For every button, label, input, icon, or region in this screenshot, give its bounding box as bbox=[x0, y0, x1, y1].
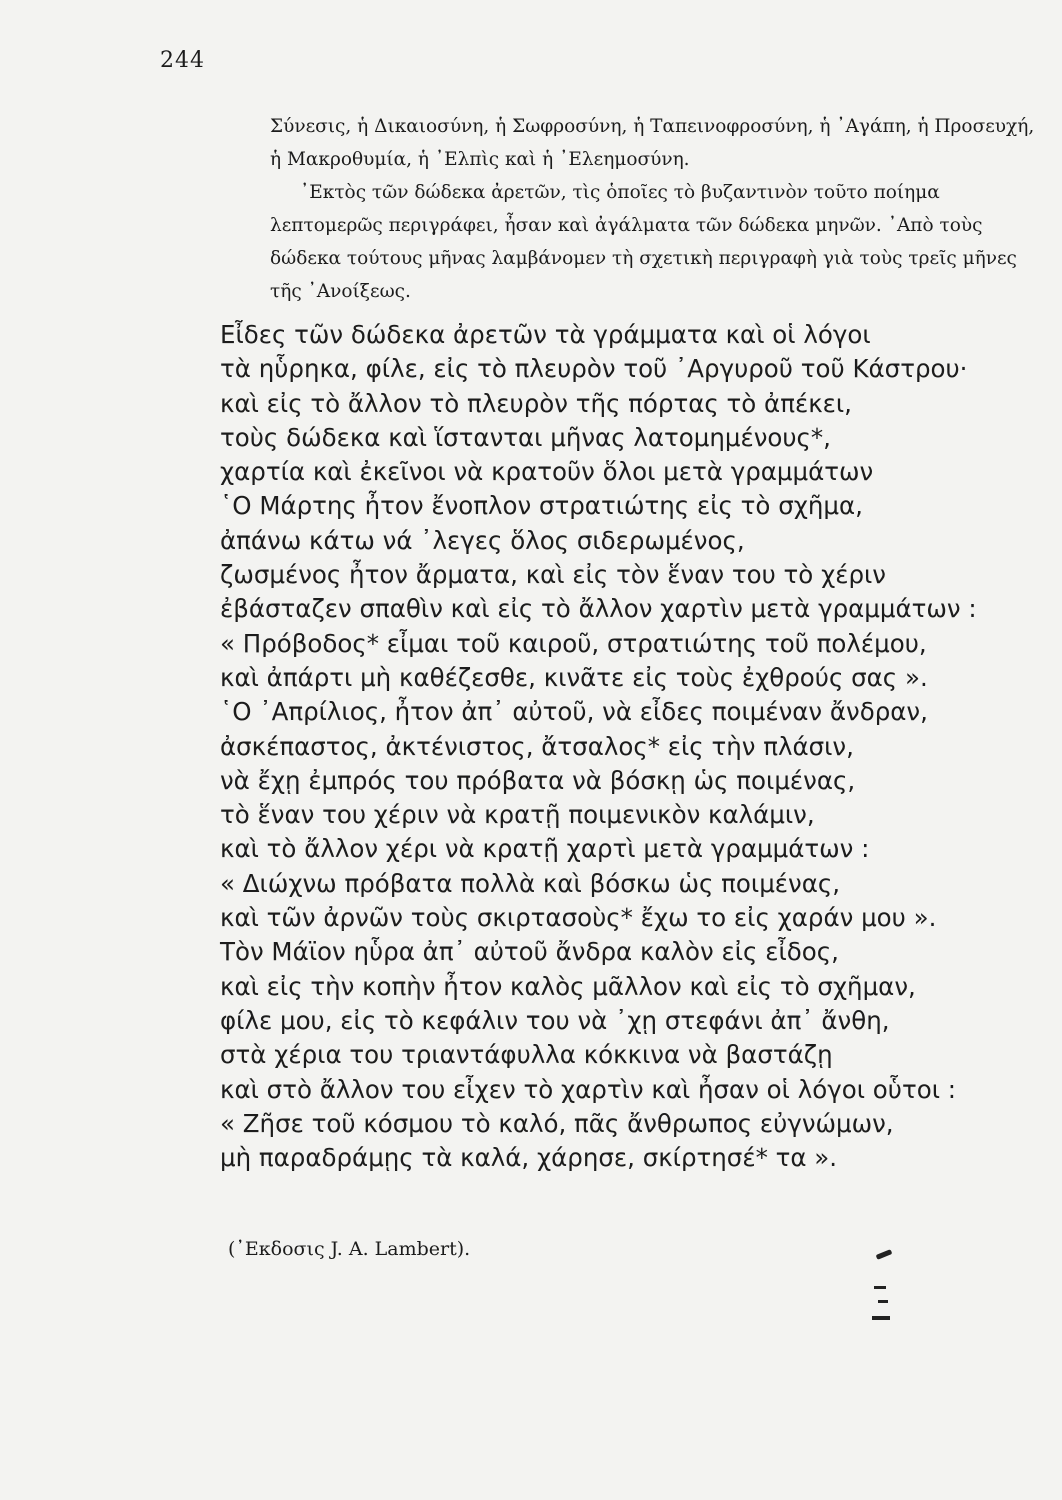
poem-line: στὰ χέρια του τριαντάφυλλα κόκκινα νὰ βαστάζῃ bbox=[220, 1040, 833, 1070]
poem-line: καὶ τὸ ἄλλον χέρι νὰ κρατῇ χαρτὶ μετὰ γραμμάτων : bbox=[220, 834, 870, 864]
ink-mark bbox=[872, 1316, 890, 1320]
poem-line: ζωσμένος ἦτον ἄρματα, καὶ εἰς τὸν ἕναν του τὸ χέριν bbox=[220, 560, 886, 590]
ink-mark bbox=[878, 1300, 888, 1303]
poem-line: τὰ ηὗρηκα, φίλε, εἰς τὸ πλευρὸν τοῦ ᾿Αργυροῦ τοῦ Κάστρου· bbox=[220, 354, 968, 384]
poem-line: Τὸν Μάϊον ηὗρα ἀπ᾿ αὐτοῦ ἄνδρα καλὸν εἰς εἶδος, bbox=[220, 937, 839, 967]
poem-line: ἐβάσταζεν σπαθὶν καὶ εἰς τὸ ἄλλον χαρτὶν μετὰ γραμμάτων : bbox=[220, 594, 977, 624]
edition-note: (᾿Εκδοσις J. A. Lambert). bbox=[228, 1238, 471, 1260]
poem-line: νὰ ἔχῃ ἐμπρός του πρόβατα νὰ βόσκῃ ὡς ποιμένας, bbox=[220, 765, 856, 795]
poem-line: « Διώχνω πρόβατα πολλὰ καὶ βόσκω ὡς ποιμένας, bbox=[220, 868, 841, 898]
poem-line: καὶ ἀπάρτι μὴ καθέζεσθε, κινᾶτε εἰς τοὺς ἐχθρούς σας ». bbox=[220, 662, 928, 692]
poem bbox=[220, 318, 1040, 1175]
poem-line: « Ζῆσε τοῦ κόσμου τὸ καλό, πᾶς ἄνθρωπος εὐγνώμων, bbox=[220, 1108, 894, 1138]
poem-line: καὶ εἰς τὴν κοπὴν ἦτον καλὸς μᾶλλον καὶ εἰς τὸ σχῆμαν, bbox=[220, 971, 916, 1001]
ink-mark bbox=[874, 1286, 886, 1289]
ink-mark bbox=[876, 1249, 893, 1260]
poem-line: τὸ ἕναν του χέριν νὰ κρατῇ ποιμενικὸν καλάμιν, bbox=[220, 800, 815, 830]
page-number: 244 bbox=[160, 48, 205, 73]
poem-line: χαρτία καὶ ἐκεῖνοι νὰ κρατοῦν ὅλοι μετὰ γραμμάτων bbox=[220, 457, 874, 487]
poem-line: ἀσκέπαστος, ἀκτένιστος, ἄτσαλος* εἰς τὴν πλάσιν, bbox=[220, 731, 854, 761]
intro-paragraph: ᾿Εκτὸς τῶν δώδεκα ἀρετῶν, τὶς ὁποῖες τὸ βυζαντινὸν τοῦτο ποίημα λεπτομερῶς περιγράφει, ἦσαν καὶ ἀγάλματα τῶν δώδεκα μηνῶν. ᾿Απὸ τοὺς δώδεκα τούτους μῆνας λαμβάνομεν τὴ σχετικὴ περιγραφὴ γιὰ τοὺς τρεῖς μῆνες τῆς ᾿Ανοίξεως. bbox=[270, 182, 1017, 302]
poem-line: φίλε μου, εἰς τὸ κεφάλιν του νὰ ᾿χῃ στεφάνι ἀπ᾿ ἄνθη, bbox=[220, 1005, 890, 1035]
poem-line: τοὺς δώδεκα καὶ ἵστανται μῆνας λατομημένους*, bbox=[220, 422, 831, 452]
poem-line: καὶ τῶν ἀρνῶν τοὺς σκιρτασοὺς* ἔχω το εἰς χαράν μου ». bbox=[220, 903, 937, 933]
poem-line: « Πρόβοδος* εἶμαι τοῦ καιροῦ, στρατιώτης τοῦ πολέμου, bbox=[220, 628, 927, 658]
poem-line: ἀπάνω κάτω νά ᾿λεγες ὅλος σιδερωμένος, bbox=[220, 525, 745, 555]
poem-line: καὶ εἰς τὸ ἄλλον τὸ πλευρὸν τῆς πόρτας τὸ ἀπέκει, bbox=[220, 388, 852, 418]
poem-line: Εἶδες τῶν δώδεκα ἀρετῶν τὰ γράμματα καὶ οἱ λόγοι bbox=[220, 320, 871, 349]
poem-line: ῾Ο ᾿Απρίλιος, ἦτον ἀπ᾿ αὐτοῦ, νὰ εἶδες ποιμέναν ἄνδραν, bbox=[220, 697, 928, 727]
poem-line: ῾Ο Μάρτης ἦτον ἔνοπλον στρατιώτης εἰς τὸ σχῆμα, bbox=[220, 491, 863, 521]
poem-line: καὶ στὸ ἄλλον του εἶχεν τὸ χαρτὶν καὶ ἦσαν οἱ λόγοι οὗτοι : bbox=[220, 1074, 957, 1104]
intro-paragraph: Σύνεσις, ἡ Δικαιοσύνη, ἡ Σωφροσύνη, ἡ Ταπεινοφροσύνη, ἡ ᾿Αγάπη, ἡ Προσευχή, ἡ Μακροθυμία, ἡ ᾿Ελπὶς καὶ ἡ ᾿Ελεημοσύνη. bbox=[270, 116, 1035, 170]
poem-line: μὴ παραδράμῃς τὰ καλά, χάρησε, σκίρτησέ* τα ». bbox=[220, 1143, 838, 1173]
intro-text bbox=[270, 110, 1040, 308]
